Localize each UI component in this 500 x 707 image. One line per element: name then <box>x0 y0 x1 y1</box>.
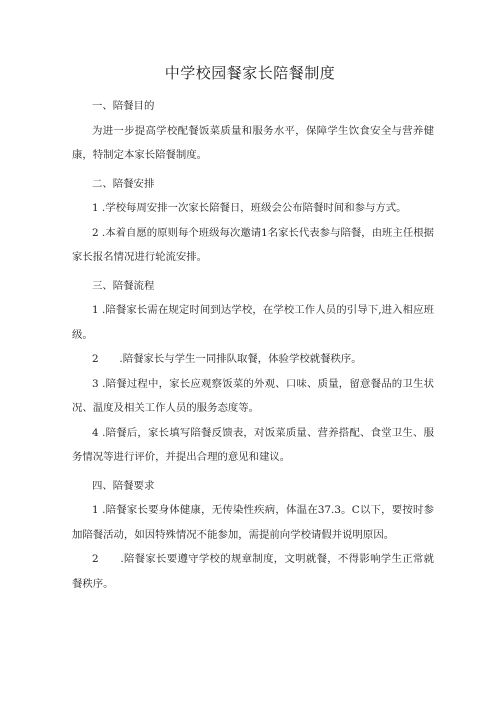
paragraph: 为进一步提高学校配餐饭菜质量和服务水平，保障学生饮食安全与营养健康，特制定本家长陪餐制度。 <box>72 124 434 161</box>
paragraph: 4 .陪餐后，家长填写陪餐反馈表，对饭菜质量、营养搭配、食堂卫生、服务情况等进行评价，并提出合理的意见和建议。 <box>72 426 434 463</box>
paragraph: 2 .陪餐家长与学生一同排队取餐，体验学校就餐秩序。 <box>92 353 362 365</box>
document-title: 中学校园餐家长陪餐制度 <box>164 64 336 82</box>
paragraph: 1 .陪餐家长需在规定时间到达学校，在学校工作人员的引导下,进入相应班级。 <box>72 304 434 341</box>
paragraph: 1 .陪餐家长要身体健康，无传染性疾病，体温在37.3。C以下，要按时参加陪餐活动，如因特殊情况不能参加，需提前向学校请假并说明原因。 <box>72 504 434 541</box>
section-heading-requirements: 四、陪餐要求 <box>92 479 155 492</box>
document-body <box>72 94 434 596</box>
paragraph: 2 .陪餐家长要遵守学校的规章制度，文明就餐，不得影响学生正常就餐秩序。 <box>72 553 434 590</box>
section-heading-purpose: 一、陪餐目的 <box>92 100 155 112</box>
paragraph: 3 .陪餐过程中，家长应观察饭菜的外观、口味、质量，留意餐品的卫生状况、温度及相关工作人员的服务态度等。 <box>72 377 434 414</box>
section-heading-process: 三、陪餐流程 <box>92 279 155 292</box>
paragraph: 1 .学校每周安排一次家长陪餐日，班级会公布陪餐时间和参与方式。 <box>92 202 407 214</box>
paragraph: 2 .本着自愿的原则每个班级每次邀请1名家长代表参与陪餐，由班主任根据家长报名情况进行轮流安排。 <box>72 226 434 263</box>
section-heading-arrangement: 二、陪餐安排 <box>92 177 155 190</box>
